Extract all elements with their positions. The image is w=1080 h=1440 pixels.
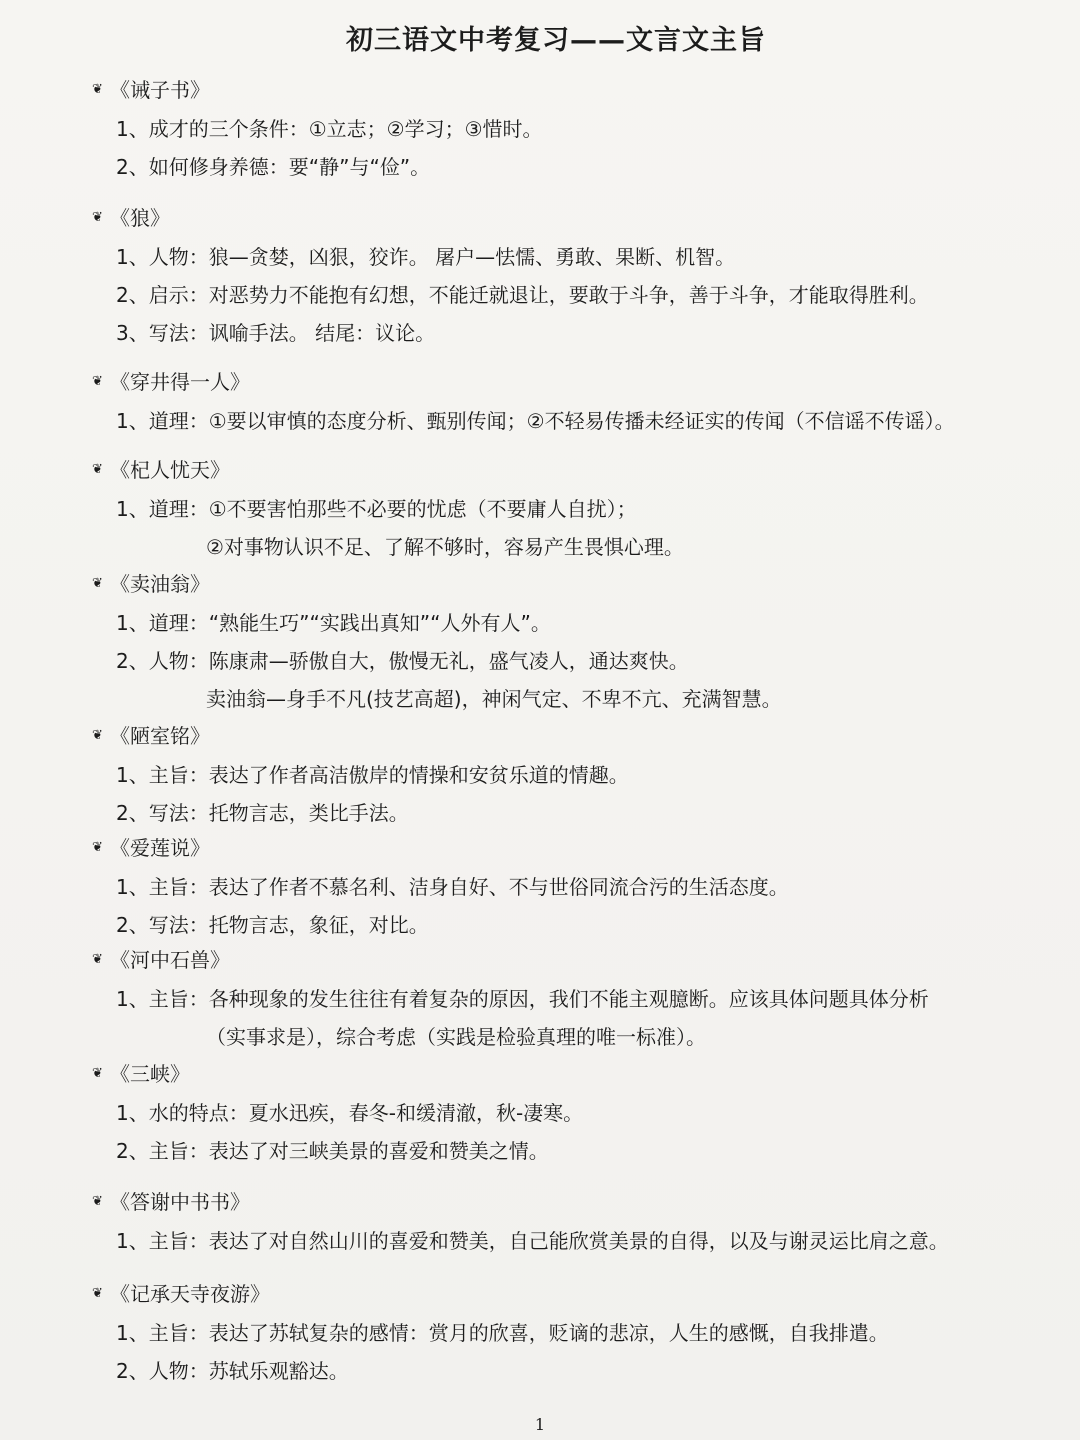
heart-bullet-icon: ❦ bbox=[92, 374, 103, 389]
section-heading-text: 《爱莲说》 bbox=[110, 836, 210, 860]
page-number: 1 bbox=[534, 1415, 546, 1434]
heart-bullet-icon: ❦ bbox=[92, 728, 103, 743]
section-heading-text: 《三峡》 bbox=[110, 1062, 190, 1086]
section bbox=[92, 834, 1020, 938]
section-heading bbox=[92, 834, 1020, 862]
list-item: 1、主旨：表达了苏轼复杂的感情：赏月的欣喜，贬谪的悲凉，人生的感慨，自我排遣。 bbox=[116, 1321, 889, 1345]
list-item: 1、人物：狼—贪婪，凶狠，狡诈。 屠户—怯懦、勇敢、果断、机智。 bbox=[116, 245, 736, 269]
section bbox=[92, 1280, 1020, 1384]
section-heading-text: 《答谢中书书》 bbox=[110, 1190, 250, 1214]
sections-container bbox=[92, 76, 1020, 1384]
list-item: 2、人物：陈康肃—骄傲自大，傲慢无礼，盛气凌人，通达爽快。 bbox=[116, 649, 689, 673]
list-item-continuation: ②对事物认识不足、了解不够时，容易产生畏惧心理。 bbox=[206, 535, 684, 559]
section-heading-text: 《狼》 bbox=[110, 206, 170, 230]
section bbox=[92, 1188, 1020, 1254]
list-item: 2、启示：对恶势力不能抱有幻想，不能迁就退让，要敢于斗争，善于斗争，才能取得胜利。 bbox=[116, 283, 929, 307]
section-heading bbox=[92, 946, 1020, 974]
heart-bullet-icon: ❦ bbox=[92, 952, 103, 967]
heart-bullet-icon: ❦ bbox=[92, 576, 103, 591]
section-heading-text: 《诫子书》 bbox=[110, 78, 210, 102]
list-item: 2、人物：苏轼乐观豁达。 bbox=[116, 1359, 349, 1383]
list-item: 1、主旨：表达了作者高洁傲岸的情操和安贫乐道的情趣。 bbox=[116, 763, 629, 787]
section-heading-text: 《穿井得一人》 bbox=[110, 370, 250, 394]
list-item-continuation: （实事求是），综合考虑（实践是检验真理的唯一标准）。 bbox=[206, 1025, 706, 1049]
list-item: 2、写法：托物言志，类比手法。 bbox=[116, 801, 409, 825]
section-heading-text: 《记承天寺夜游》 bbox=[110, 1282, 270, 1306]
section bbox=[92, 570, 1020, 712]
section-heading-text: 《杞人忧天》 bbox=[110, 458, 230, 482]
section-heading bbox=[92, 1060, 1020, 1088]
section-heading bbox=[92, 1280, 1020, 1308]
heart-bullet-icon: ❦ bbox=[92, 82, 103, 97]
list-item: 2、写法：托物言志，象征，对比。 bbox=[116, 913, 429, 937]
section bbox=[92, 368, 1020, 434]
heart-bullet-icon: ❦ bbox=[92, 462, 103, 477]
section bbox=[92, 946, 1020, 1050]
heart-bullet-icon: ❦ bbox=[92, 210, 103, 225]
section bbox=[92, 1060, 1020, 1164]
section-heading bbox=[92, 76, 1020, 104]
list-item: 1、道理：①要以审慎的态度分析、甄别传闻；②不轻易传播未经证实的传闻（不信谣不传谣）。 bbox=[116, 409, 955, 433]
list-item: 2、主旨：表达了对三峡美景的喜爱和赞美之情。 bbox=[116, 1139, 549, 1163]
section-heading-text: 《陋室铭》 bbox=[110, 724, 210, 748]
list-item: 2、如何修身养德：要“静”与“俭”。 bbox=[116, 155, 431, 179]
section-heading bbox=[92, 204, 1020, 232]
list-item: 1、道理：①不要害怕那些不必要的忧虑（不要庸人自扰）； bbox=[116, 497, 637, 521]
heart-bullet-icon: ❦ bbox=[92, 840, 103, 855]
list-item: 1、成才的三个条件：①立志；②学习；③惜时。 bbox=[116, 117, 543, 141]
list-item: 1、水的特点：夏水迅疾，春冬-和缓清澈，秋-凄寒。 bbox=[116, 1101, 584, 1125]
list-item: 1、主旨：表达了作者不慕名利、洁身自好、不与世俗同流合污的生活态度。 bbox=[116, 875, 789, 899]
list-item-continuation: 卖油翁—身手不凡(技艺高超)，神闲气定、不卑不亢、充满智慧。 bbox=[206, 687, 782, 711]
section bbox=[92, 456, 1020, 560]
section-heading bbox=[92, 368, 1020, 396]
section-heading-text: 《河中石兽》 bbox=[110, 948, 230, 972]
heart-bullet-icon: ❦ bbox=[92, 1066, 103, 1081]
section-heading bbox=[92, 570, 1020, 598]
heart-bullet-icon: ❦ bbox=[92, 1286, 103, 1301]
list-item: 1、道理：“熟能生巧”“实践出真知”“人外有人”。 bbox=[116, 611, 551, 635]
section-heading bbox=[92, 1188, 1020, 1216]
section bbox=[92, 722, 1020, 826]
section-heading-text: 《卖油翁》 bbox=[110, 572, 210, 596]
list-item: 3、写法：讽喻手法。 结尾：议论。 bbox=[116, 321, 436, 345]
page-title: 初三语文中考复习——文言文主旨 bbox=[346, 25, 766, 56]
list-item: 1、主旨：表达了对自然山川的喜爱和赞美，自己能欣赏美景的自得，以及与谢灵运比肩之意。 bbox=[116, 1229, 949, 1253]
section bbox=[92, 204, 1020, 346]
section bbox=[92, 76, 1020, 180]
list-item: 1、主旨：各种现象的发生往往有着复杂的原因，我们不能主观臆断。应该具体问题具体分析 bbox=[116, 987, 929, 1011]
heart-bullet-icon: ❦ bbox=[92, 1194, 103, 1209]
section-heading bbox=[92, 722, 1020, 750]
section-heading bbox=[92, 456, 1020, 484]
